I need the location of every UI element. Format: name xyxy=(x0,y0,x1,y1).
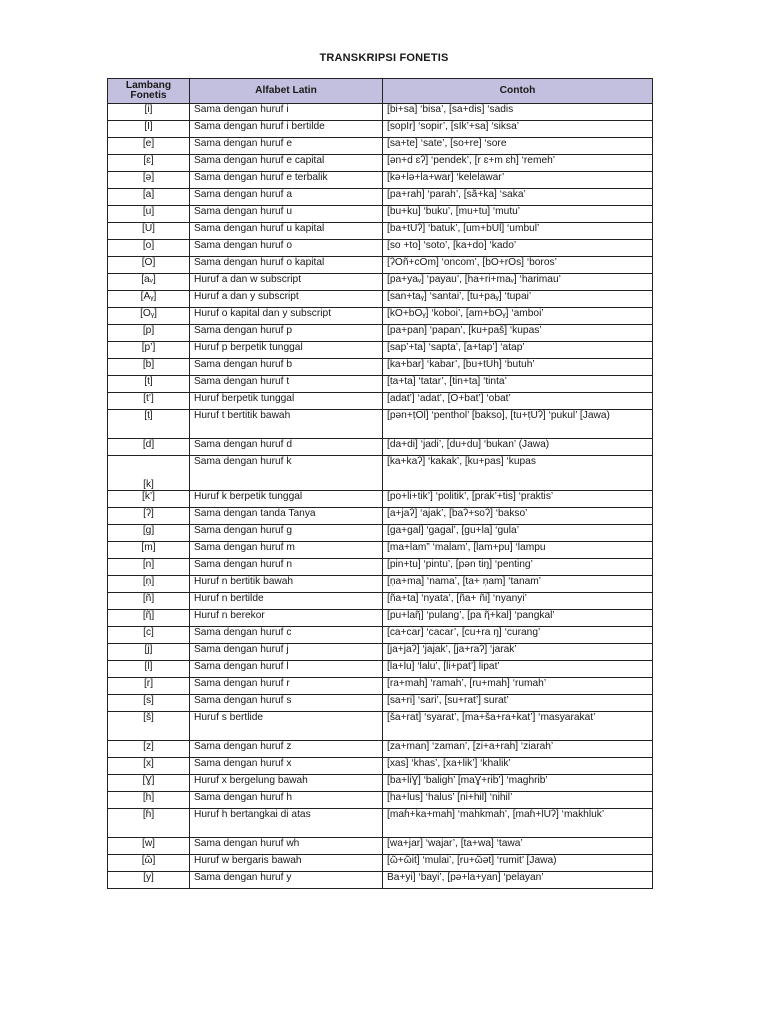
table-row xyxy=(108,359,653,376)
latin-description-cell: Sama dengan huruf s xyxy=(190,695,383,712)
table-row xyxy=(108,376,653,393)
table-row xyxy=(108,661,653,678)
latin-description-cell: Sama dengan huruf h xyxy=(190,792,383,809)
latin-description-cell: Sama dengan huruf e terbalik xyxy=(190,172,383,189)
phonetic-symbol-cell: [m] xyxy=(108,542,190,559)
example-cell: [ṇa+ma] ‘nama’, [ta+ ṇam] ‘tanam’ xyxy=(383,576,653,593)
phonetic-symbol-cell: [I] xyxy=(108,121,190,138)
latin-description-cell: Sama dengan huruf c xyxy=(190,627,383,644)
phonetic-symbol-cell: [e] xyxy=(108,138,190,155)
table-row xyxy=(108,439,653,456)
phonetic-symbol-cell: [k’] xyxy=(108,491,190,508)
example-cell: [ña+ta] ‘nyata’, [ña+ ñi] ‘nyanyi’ xyxy=(383,593,653,610)
table-row xyxy=(108,758,653,775)
latin-description-cell: Sama dengan huruf wh xyxy=(190,838,383,855)
example-cell: [wa+jar] ‘wajar’, [ta+wa] ‘tawa’ xyxy=(383,838,653,855)
example-cell: [ba+tUʔ] ‘batuk’, [um+bUl] ‘umbul’ xyxy=(383,223,653,240)
table-row xyxy=(108,593,653,610)
latin-description-cell: Sama dengan huruf i xyxy=(190,104,383,121)
table-row xyxy=(108,525,653,542)
example-cell: [pa+pan] ‘papan’, [ku+paš] ‘kupas’ xyxy=(383,325,653,342)
table-row xyxy=(108,610,653,627)
phonetic-symbol-cell: [t] xyxy=(108,376,190,393)
latin-description-cell: Sama dengan huruf x xyxy=(190,758,383,775)
table-row xyxy=(108,542,653,559)
example-cell: [da+di] ‘jadi’, [du+du] ‘bukan’ (Jawa) xyxy=(383,439,653,456)
latin-description-cell: Sama dengan huruf d xyxy=(190,439,383,456)
phonetic-symbol-cell: [r] xyxy=(108,678,190,695)
phonetic-symbol-cell: [u] xyxy=(108,206,190,223)
table-row xyxy=(108,838,653,855)
example-cell: [pa+yaᵥ] ‘payau’, [ha+ri+maᵥ] ‘harimau’ xyxy=(383,274,653,291)
example-cell: [bi+sa] ‘bisa’, [sa+dis] ‘sadis xyxy=(383,104,653,121)
example-cell: [ən+d ɛʔ] ‘pendek’, [r ɛ+m ɛh] ‘remeh’ xyxy=(383,155,653,172)
latin-description-cell: Huruf k berpetik tunggal xyxy=(190,491,383,508)
phonetic-symbol-cell: [s] xyxy=(108,695,190,712)
table-body xyxy=(108,104,653,889)
example-cell: [ša+rat] ‘syarat’, [ma+ša+ra+kat’] ‘masyarakat’ xyxy=(383,712,653,741)
example-cell: [ka+kaʔ] ‘kakak’, [ku+pas] ‘kupas xyxy=(383,456,653,491)
latin-description-cell: Sama dengan huruf r xyxy=(190,678,383,695)
example-cell: [ma+lam” ‘malam’, [lam+pu] ‘lampu xyxy=(383,542,653,559)
header-example: Contoh xyxy=(383,79,653,104)
latin-description-cell: Sama dengan huruf y xyxy=(190,872,383,889)
phonetic-symbol-cell: [x] xyxy=(108,758,190,775)
phonetic-symbol-cell: [U] xyxy=(108,223,190,240)
example-cell: [po+li+tik’] ‘politik’, [prak’+tis] ‘praktis’ xyxy=(383,491,653,508)
latin-description-cell: Huruf w bergaris bawah xyxy=(190,855,383,872)
latin-description-cell: Sama dengan huruf o kapital xyxy=(190,257,383,274)
table-row xyxy=(108,456,653,491)
table-row xyxy=(108,559,653,576)
phonetic-symbol-cell: [aᵥ] xyxy=(108,274,190,291)
latin-description-cell: Sama dengan huruf l xyxy=(190,661,383,678)
example-cell: [ʔOñ+cOm] ‘oncom’, [bO+rOs] ‘boros’ xyxy=(383,257,653,274)
example-cell: [sopIr] ‘sopir’, [sIk’+sa] ‘siksa’ xyxy=(383,121,653,138)
table-header-row xyxy=(108,79,653,104)
phonetic-transcription-table xyxy=(107,78,653,889)
example-cell: [kO+bOᵧ] ‘koboi’, [am+bOᵧ] ‘amboi’ xyxy=(383,308,653,325)
latin-description-cell: Sama dengan huruf j xyxy=(190,644,383,661)
latin-description-cell: Sama dengan huruf t xyxy=(190,376,383,393)
table-row xyxy=(108,508,653,525)
phonetic-symbol-cell: [Oᵧ] xyxy=(108,308,190,325)
phonetic-symbol-cell: [t’] xyxy=(108,393,190,410)
phonetic-symbol-cell: [p] xyxy=(108,325,190,342)
example-cell: [xas] ‘khas’, [xa+lik’] ‘khalik’ xyxy=(383,758,653,775)
table-row xyxy=(108,627,653,644)
table-row xyxy=(108,576,653,593)
phonetic-symbol-cell: [l] xyxy=(108,661,190,678)
table-row xyxy=(108,491,653,508)
phonetic-symbol-cell: [š] xyxy=(108,712,190,741)
phonetic-symbol-cell: [ṇ] xyxy=(108,576,190,593)
latin-description-cell: Huruf n berekor xyxy=(190,610,383,627)
phonetic-symbol-cell: [c] xyxy=(108,627,190,644)
example-cell: [ra+mah] ‘ramah’, [ru+mah] ‘rumah’ xyxy=(383,678,653,695)
phonetic-symbol-cell: [a] xyxy=(108,189,190,206)
phonetic-symbol-cell: [ɦ] xyxy=(108,809,190,838)
latin-description-cell: Huruf p berpetik tunggal xyxy=(190,342,383,359)
phonetic-symbol-cell: [p’] xyxy=(108,342,190,359)
example-cell: [ῶ+ῶit] ‘mulai’, [ru+ῶət] ‘rumit’ [Jawa) xyxy=(383,855,653,872)
latin-description-cell: Huruf a dan w subscript xyxy=(190,274,383,291)
header-symbol: Lambang Fonetis xyxy=(108,79,190,104)
latin-description-cell: Sama dengan huruf k xyxy=(190,456,383,491)
latin-description-cell: Sama dengan huruf n xyxy=(190,559,383,576)
phonetic-symbol-cell: [ῆ] xyxy=(108,610,190,627)
phonetic-symbol-cell: [w] xyxy=(108,838,190,855)
latin-description-cell: Sama dengan huruf g xyxy=(190,525,383,542)
phonetic-symbol-cell: [ʔ] xyxy=(108,508,190,525)
table-row xyxy=(108,104,653,121)
example-cell: [la+lu] ‘lalu’, [li+pat’] lipat’ xyxy=(383,661,653,678)
latin-description-cell: Sama dengan huruf p xyxy=(190,325,383,342)
phonetic-symbol-cell: [O] xyxy=(108,257,190,274)
table-row xyxy=(108,410,653,439)
example-cell: [sa+ri] ‘sari’, [su+rat’] surat’ xyxy=(383,695,653,712)
latin-description-cell: Huruf t bertitik bawah xyxy=(190,410,383,439)
example-cell: [sap’+ta] ‘sapta’, [a+tap’] ‘atap’ xyxy=(383,342,653,359)
example-cell: [maɦ+ka+mah] ‘mahkmah’, [maɦ+lUʔ] ‘makhluk’ xyxy=(383,809,653,838)
phonetic-symbol-cell: [n] xyxy=(108,559,190,576)
table-row xyxy=(108,855,653,872)
table-row xyxy=(108,240,653,257)
table-row xyxy=(108,775,653,792)
table-row xyxy=(108,121,653,138)
phonetic-symbol-cell: [ῶ] xyxy=(108,855,190,872)
phonetic-symbol-cell: [ɛ] xyxy=(108,155,190,172)
example-cell: [bu+ku] ‘buku’, [mu+tu] ‘mutu’ xyxy=(383,206,653,223)
table-row xyxy=(108,138,653,155)
table-row xyxy=(108,809,653,838)
table-row xyxy=(108,678,653,695)
example-cell: [ba+liƔ] ‘baligh’ [maƔ+rib’] ‘maghrib’ xyxy=(383,775,653,792)
latin-description-cell: Huruf o kapital dan y subscript xyxy=(190,308,383,325)
latin-description-cell: Sama dengan huruf i bertilde xyxy=(190,121,383,138)
phonetic-symbol-cell: [ə] xyxy=(108,172,190,189)
latin-description-cell: Sama dengan huruf e xyxy=(190,138,383,155)
phonetic-symbol-cell: [i] xyxy=(108,104,190,121)
latin-description-cell: Huruf a dan y subscript xyxy=(190,291,383,308)
table-row xyxy=(108,393,653,410)
phonetic-symbol-cell: [y] xyxy=(108,872,190,889)
latin-description-cell: Huruf h bertangkai di atas xyxy=(190,809,383,838)
table-row xyxy=(108,712,653,741)
table-row xyxy=(108,695,653,712)
table-row xyxy=(108,342,653,359)
document-title: TRANSKRIPSI FONETIS xyxy=(319,52,449,64)
table-row xyxy=(108,172,653,189)
table-row xyxy=(108,189,653,206)
example-cell: [ka+bar] ‘kabar’, [bu+tUh] ‘butuh’ xyxy=(383,359,653,376)
table-row xyxy=(108,325,653,342)
phonetic-symbol-cell: [Aᵧ] xyxy=(108,291,190,308)
example-cell: [pən+ṭOl] ‘penthol’ [bakso], [tu+ṭUʔ] ‘pukul’ [Jawa) xyxy=(383,410,653,439)
latin-description-cell: Huruf n bertilde xyxy=(190,593,383,610)
example-cell: [kə+lə+la+war] ‘kelelawar’ xyxy=(383,172,653,189)
latin-description-cell: Huruf n bertitik bawah xyxy=(190,576,383,593)
example-cell: [za+man] ‘zaman’, [zi+a+rah] ‘ziarah’ xyxy=(383,741,653,758)
latin-description-cell: Huruf x bergelung bawah xyxy=(190,775,383,792)
latin-description-cell: Sama dengan huruf u kapital xyxy=(190,223,383,240)
table-row xyxy=(108,223,653,240)
example-cell: [pu+laῆ] ‘pulang’, [pa ῆ+kal] ‘pangkal’ xyxy=(383,610,653,627)
table-row xyxy=(108,257,653,274)
example-cell: [pin+tu] ‘pintu’, [pən tiŋ] ‘penting’ xyxy=(383,559,653,576)
latin-description-cell: Sama dengan huruf o xyxy=(190,240,383,257)
phonetic-symbol-cell: [z] xyxy=(108,741,190,758)
table-row xyxy=(108,872,653,889)
example-cell: [ga+gal] ‘gagal’, [gu+la] ‘gula’ xyxy=(383,525,653,542)
phonetic-symbol-cell: [ṭ] xyxy=(108,410,190,439)
example-cell: [ta+ta] ‘tatar’, [tin+ta] ‘tinta’ xyxy=(383,376,653,393)
example-cell: [a+jaʔ] ‘ajak’, [baʔ+soʔ] ‘bakso’ xyxy=(383,508,653,525)
example-cell: [so +to] ‘soto’, [ka+do] ‘kado’ xyxy=(383,240,653,257)
table-row xyxy=(108,291,653,308)
example-cell: Ba+yi] ‘bayi’, [pə+la+yan] ‘pelayan’ xyxy=(383,872,653,889)
table-row xyxy=(108,155,653,172)
phonetic-symbol-cell: [j] xyxy=(108,644,190,661)
phonetic-symbol-cell: [h] xyxy=(108,792,190,809)
latin-description-cell: Sama dengan huruf m xyxy=(190,542,383,559)
latin-description-cell: Huruf berpetik tunggal xyxy=(190,393,383,410)
phonetic-symbol-cell: [d] xyxy=(108,439,190,456)
phonetic-symbol-cell: [o] xyxy=(108,240,190,257)
example-cell: [ca+car] ‘cacar’, [cu+ra ŋ] ‘curang’ xyxy=(383,627,653,644)
latin-description-cell: Sama dengan huruf e capital xyxy=(190,155,383,172)
example-cell: [pa+rah] ‘parah’, [sã+ka] ‘saka’ xyxy=(383,189,653,206)
table-row xyxy=(108,741,653,758)
latin-description-cell: Huruf s bertlide xyxy=(190,712,383,741)
latin-description-cell: Sama dengan huruf b xyxy=(190,359,383,376)
phonetic-symbol-cell: [g] xyxy=(108,525,190,542)
example-cell: [adat’] ‘adat’, [O+bat’] ‘obat’ xyxy=(383,393,653,410)
phonetic-symbol-cell: [k] xyxy=(108,456,190,491)
table-row xyxy=(108,274,653,291)
latin-description-cell: Sama dengan huruf a xyxy=(190,189,383,206)
phonetic-symbol-cell: [b] xyxy=(108,359,190,376)
latin-description-cell: Sama dengan huruf z xyxy=(190,741,383,758)
example-cell: [ha+lus] ‘halus’ [ni+hil] ‘nihil’ xyxy=(383,792,653,809)
table-row xyxy=(108,308,653,325)
header-latin: Alfabet Latin xyxy=(190,79,383,104)
example-cell: [ja+jaʔ] ‘jajak’, [ja+raʔ] ‘jarak’ xyxy=(383,644,653,661)
table-row xyxy=(108,792,653,809)
example-cell: [san+taᵧ] ‘santai’, [tu+paᵧ] ‘tupai’ xyxy=(383,291,653,308)
table-row xyxy=(108,206,653,223)
latin-description-cell: Sama dengan huruf u xyxy=(190,206,383,223)
example-cell: [sa+te] ‘sate’, [so+re] ‘sore xyxy=(383,138,653,155)
phonetic-symbol-cell: [Ɣ] xyxy=(108,775,190,792)
table-row xyxy=(108,644,653,661)
latin-description-cell: Sama dengan tanda Tanya xyxy=(190,508,383,525)
phonetic-symbol-cell: [ñ] xyxy=(108,593,190,610)
